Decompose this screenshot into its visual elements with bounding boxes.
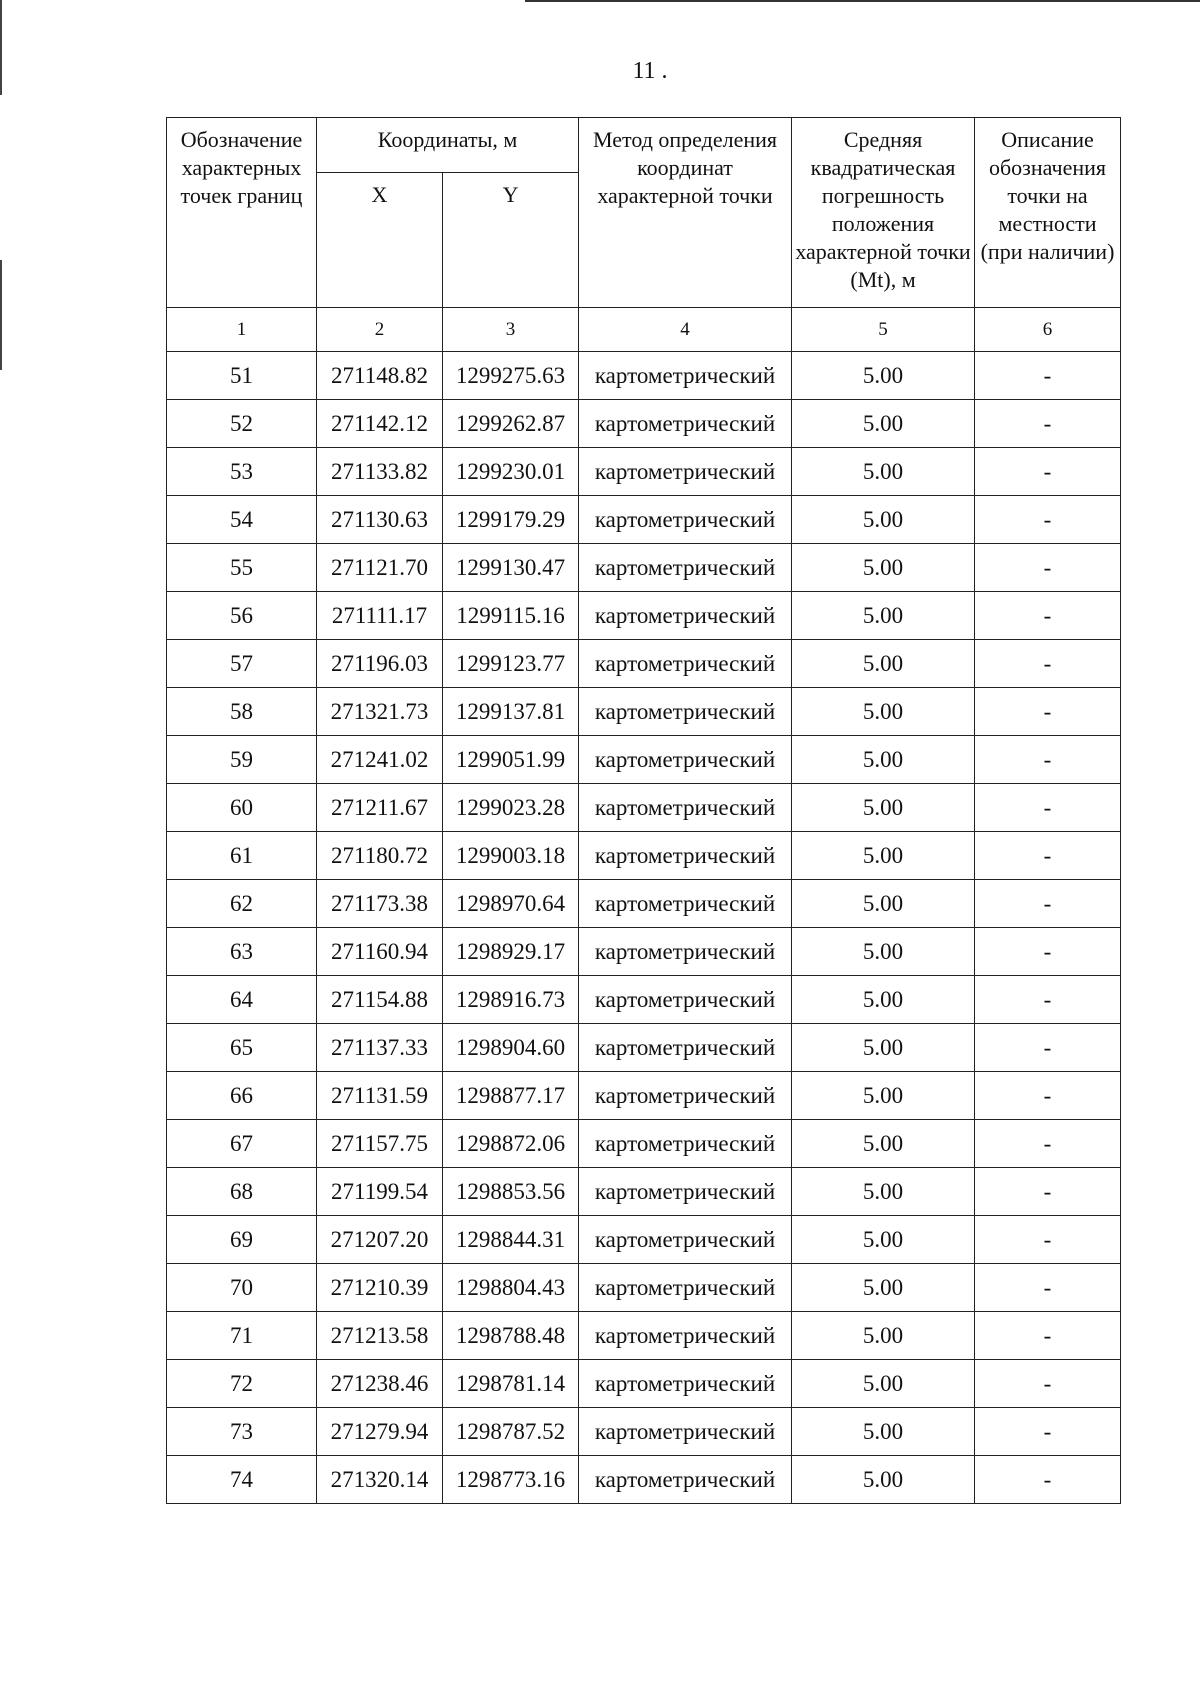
cell-y: 1298872.06: [443, 1120, 579, 1168]
cell-description: -: [975, 688, 1121, 736]
cell-y: 1298781.14: [443, 1360, 579, 1408]
table-row: [167, 1456, 1121, 1504]
cell-description: -: [975, 496, 1121, 544]
table-row: [167, 592, 1121, 640]
cell-y: 1298970.64: [443, 880, 579, 928]
cell-x: 271207.20: [317, 1216, 443, 1264]
cell-error: 5.00: [792, 1168, 975, 1216]
cell-error: 5.00: [792, 592, 975, 640]
cell-point: 61: [167, 832, 317, 880]
cell-x: 271121.70: [317, 544, 443, 592]
cell-y: 1299051.99: [443, 736, 579, 784]
cell-error: 5.00: [792, 784, 975, 832]
cell-x: 271321.73: [317, 688, 443, 736]
cell-method: картометрический: [579, 1072, 792, 1120]
cell-error: 5.00: [792, 1024, 975, 1072]
cell-description: -: [975, 1072, 1121, 1120]
cell-error: 5.00: [792, 1360, 975, 1408]
cell-error: 5.00: [792, 400, 975, 448]
table-row: [167, 1216, 1121, 1264]
cell-description: -: [975, 1264, 1121, 1312]
cell-method: картометрический: [579, 1120, 792, 1168]
cell-method: картометрический: [579, 1456, 792, 1504]
cell-y: 1298929.17: [443, 928, 579, 976]
cell-method: картометрический: [579, 400, 792, 448]
cell-x: 271211.67: [317, 784, 443, 832]
cell-description: -: [975, 400, 1121, 448]
cell-y: 1298804.43: [443, 1264, 579, 1312]
table-row: [167, 832, 1121, 880]
table-row: [167, 1120, 1121, 1168]
cell-method: картометрический: [579, 736, 792, 784]
cell-description: -: [975, 1168, 1121, 1216]
cell-y: 1298904.60: [443, 1024, 579, 1072]
cell-x: 271142.12: [317, 400, 443, 448]
table-row: [167, 1168, 1121, 1216]
table-row: [167, 640, 1121, 688]
cell-point: 64: [167, 976, 317, 1024]
column-number: 6: [975, 308, 1121, 352]
cell-x: 271238.46: [317, 1360, 443, 1408]
cell-point: 73: [167, 1408, 317, 1456]
cell-description: -: [975, 352, 1121, 400]
cell-point: 53: [167, 448, 317, 496]
header-coordinates: Координаты, м: [317, 118, 579, 173]
cell-point: 67: [167, 1120, 317, 1168]
cell-description: -: [975, 1312, 1121, 1360]
header-description: Описание обозначения точки на местности (при наличии): [975, 118, 1121, 308]
cell-y: 1298773.16: [443, 1456, 579, 1504]
cell-point: 55: [167, 544, 317, 592]
cell-x: 271111.17: [317, 592, 443, 640]
cell-description: -: [975, 880, 1121, 928]
table-row: [167, 688, 1121, 736]
table-row: [167, 448, 1121, 496]
cell-error: 5.00: [792, 928, 975, 976]
cell-description: -: [975, 592, 1121, 640]
cell-point: 68: [167, 1168, 317, 1216]
table-row: [167, 880, 1121, 928]
cell-x: 271279.94: [317, 1408, 443, 1456]
cell-x: 271210.39: [317, 1264, 443, 1312]
cell-y: 1298916.73: [443, 976, 579, 1024]
cell-point: 71: [167, 1312, 317, 1360]
cell-point: 57: [167, 640, 317, 688]
cell-description: -: [975, 544, 1121, 592]
cell-point: 60: [167, 784, 317, 832]
cell-x: 271137.33: [317, 1024, 443, 1072]
cell-point: 63: [167, 928, 317, 976]
column-number: 1: [167, 308, 317, 352]
cell-error: 5.00: [792, 688, 975, 736]
column-number: 5: [792, 308, 975, 352]
table-row: [167, 1408, 1121, 1456]
cell-point: 72: [167, 1360, 317, 1408]
cell-error: 5.00: [792, 976, 975, 1024]
cell-description: -: [975, 832, 1121, 880]
header-method: Метод определения координат характерной точки: [579, 118, 792, 308]
table-row: [167, 976, 1121, 1024]
cell-y: 1298844.31: [443, 1216, 579, 1264]
cell-y: 1298877.17: [443, 1072, 579, 1120]
cell-x: 271196.03: [317, 640, 443, 688]
cell-method: картометрический: [579, 880, 792, 928]
cell-method: картометрический: [579, 352, 792, 400]
cell-y: 1299275.63: [443, 352, 579, 400]
cell-y: 1299123.77: [443, 640, 579, 688]
cell-method: картометрический: [579, 832, 792, 880]
table-row: [167, 496, 1121, 544]
cell-y: 1298788.48: [443, 1312, 579, 1360]
column-number: 3: [443, 308, 579, 352]
cell-error: 5.00: [792, 1216, 975, 1264]
header-error: Средняя квадратическая погрешность положения характерной точки (Mt), м: [792, 118, 975, 308]
table-row: [167, 928, 1121, 976]
cell-method: картометрический: [579, 544, 792, 592]
page-number: 11 .: [632, 58, 668, 84]
cell-method: картометрический: [579, 928, 792, 976]
cell-method: картометрический: [579, 448, 792, 496]
cell-point: 69: [167, 1216, 317, 1264]
column-number: 2: [317, 308, 443, 352]
cell-description: -: [975, 928, 1121, 976]
cell-x: 271180.72: [317, 832, 443, 880]
cell-method: картометрический: [579, 976, 792, 1024]
cell-method: картометрический: [579, 784, 792, 832]
column-number-row: [167, 308, 1121, 352]
cell-description: -: [975, 1360, 1121, 1408]
table-row: [167, 1024, 1121, 1072]
coordinates-table: [166, 117, 1121, 1504]
cell-x: 271320.14: [317, 1456, 443, 1504]
cell-description: -: [975, 976, 1121, 1024]
table-body: [167, 352, 1121, 1504]
table-row: [167, 1072, 1121, 1120]
cell-point: 62: [167, 880, 317, 928]
cell-description: -: [975, 640, 1121, 688]
cell-method: картометрический: [579, 1216, 792, 1264]
table-row: [167, 1312, 1121, 1360]
cell-x: 271213.58: [317, 1312, 443, 1360]
cell-y: 1299137.81: [443, 688, 579, 736]
scan-edge-top: [525, 0, 1200, 2]
cell-x: 271241.02: [317, 736, 443, 784]
cell-x: 271154.88: [317, 976, 443, 1024]
cell-point: 52: [167, 400, 317, 448]
cell-method: картометрический: [579, 1360, 792, 1408]
header-y: Y: [443, 173, 579, 308]
cell-error: 5.00: [792, 880, 975, 928]
table-row: [167, 400, 1121, 448]
cell-point: 54: [167, 496, 317, 544]
header-x: X: [317, 173, 443, 308]
cell-y: 1299023.28: [443, 784, 579, 832]
cell-y: 1298787.52: [443, 1408, 579, 1456]
table-row: [167, 1360, 1121, 1408]
header-point: Обозначение характерных точек границ: [167, 118, 317, 308]
cell-point: 74: [167, 1456, 317, 1504]
table-row: [167, 544, 1121, 592]
column-number: 4: [579, 308, 792, 352]
cell-method: картометрический: [579, 592, 792, 640]
cell-y: 1298853.56: [443, 1168, 579, 1216]
cell-point: 70: [167, 1264, 317, 1312]
cell-method: картометрический: [579, 1312, 792, 1360]
scan-edge-left: [0, 260, 2, 370]
cell-method: картометрический: [579, 1168, 792, 1216]
cell-point: 58: [167, 688, 317, 736]
cell-error: 5.00: [792, 1312, 975, 1360]
cell-error: 5.00: [792, 1456, 975, 1504]
cell-x: 271133.82: [317, 448, 443, 496]
table-row: [167, 736, 1121, 784]
cell-error: 5.00: [792, 544, 975, 592]
cell-description: -: [975, 1120, 1121, 1168]
cell-method: картометрический: [579, 640, 792, 688]
cell-y: 1299130.47: [443, 544, 579, 592]
cell-point: 66: [167, 1072, 317, 1120]
cell-y: 1299003.18: [443, 832, 579, 880]
cell-error: 5.00: [792, 832, 975, 880]
cell-error: 5.00: [792, 352, 975, 400]
table-row: [167, 352, 1121, 400]
cell-x: 271199.54: [317, 1168, 443, 1216]
cell-y: 1299262.87: [443, 400, 579, 448]
cell-description: -: [975, 736, 1121, 784]
cell-x: 271157.75: [317, 1120, 443, 1168]
cell-description: -: [975, 448, 1121, 496]
cell-y: 1299115.16: [443, 592, 579, 640]
cell-method: картометрический: [579, 688, 792, 736]
cell-description: -: [975, 1408, 1121, 1456]
cell-point: 59: [167, 736, 317, 784]
cell-description: -: [975, 1024, 1121, 1072]
cell-error: 5.00: [792, 496, 975, 544]
cell-point: 65: [167, 1024, 317, 1072]
cell-x: 271148.82: [317, 352, 443, 400]
cell-x: 271131.59: [317, 1072, 443, 1120]
cell-error: 5.00: [792, 736, 975, 784]
cell-point: 56: [167, 592, 317, 640]
cell-error: 5.00: [792, 640, 975, 688]
cell-description: -: [975, 1216, 1121, 1264]
cell-error: 5.00: [792, 1072, 975, 1120]
cell-x: 271130.63: [317, 496, 443, 544]
cell-description: -: [975, 784, 1121, 832]
cell-error: 5.00: [792, 1408, 975, 1456]
cell-error: 5.00: [792, 1120, 975, 1168]
cell-method: картометрический: [579, 1264, 792, 1312]
cell-method: картометрический: [579, 1408, 792, 1456]
table-row: [167, 1264, 1121, 1312]
cell-x: 271173.38: [317, 880, 443, 928]
cell-y: 1299179.29: [443, 496, 579, 544]
cell-point: 51: [167, 352, 317, 400]
cell-method: картометрический: [579, 1024, 792, 1072]
cell-error: 5.00: [792, 1264, 975, 1312]
cell-method: картометрический: [579, 496, 792, 544]
cell-y: 1299230.01: [443, 448, 579, 496]
cell-error: 5.00: [792, 448, 975, 496]
cell-x: 271160.94: [317, 928, 443, 976]
table-row: [167, 784, 1121, 832]
cell-description: -: [975, 1456, 1121, 1504]
